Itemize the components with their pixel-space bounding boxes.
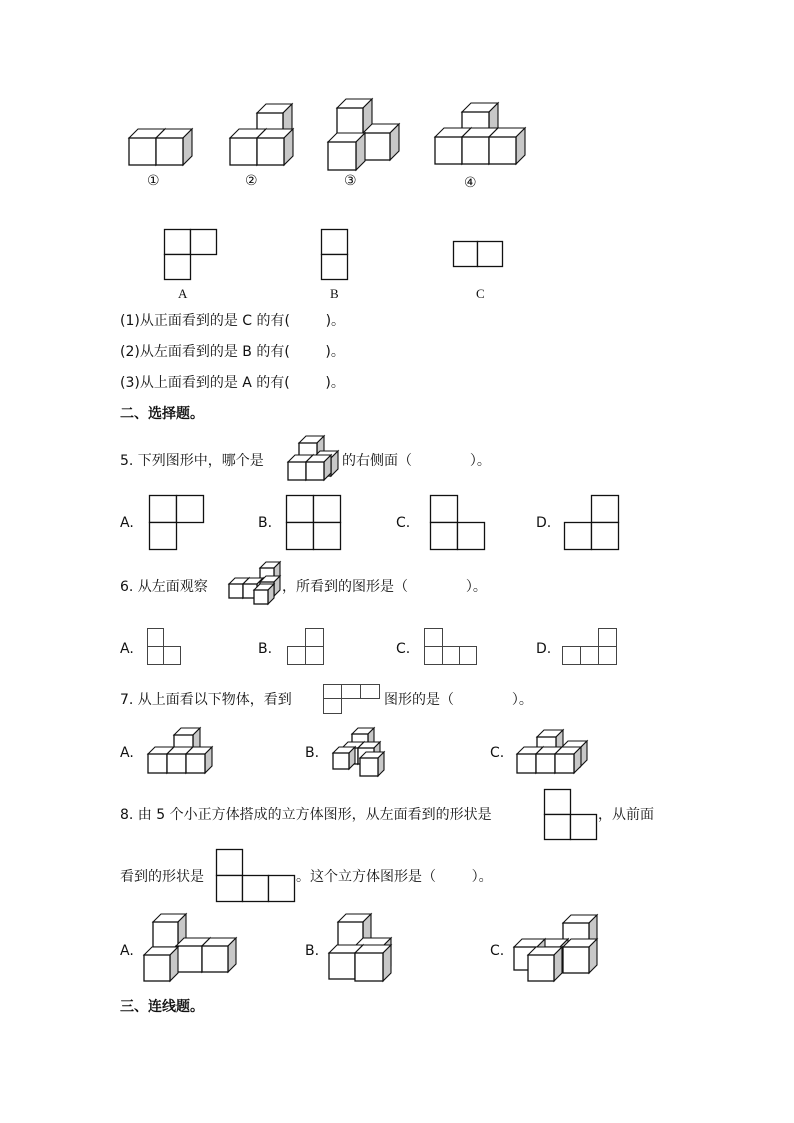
q5-option-A[interactable]: A. (120, 515, 134, 531)
figure-label-2: ② (245, 173, 258, 189)
q4-item-2: (2)从左面看到的是 B 的有( )。 (120, 344, 345, 360)
q7-option-B[interactable]: B. (305, 745, 320, 761)
section-2-title: 二、选择题。 (120, 406, 204, 422)
q8-option-B[interactable]: B. (305, 943, 320, 959)
view-C (453, 241, 505, 268)
q8-front-view-shape (216, 849, 296, 903)
q7-text-after: 图形的是（ ）。 (384, 692, 533, 708)
q5-text-before: 5. 下列图形中，哪个是 (120, 453, 264, 469)
q8-shape-C (514, 915, 597, 981)
view-label-A: A (178, 286, 188, 301)
q6-shape-A (147, 628, 183, 666)
q6-shape-D (562, 628, 620, 668)
section-3-title: 三、连线题。 (120, 999, 204, 1015)
figure-label-3: ③ (344, 173, 357, 189)
q5-shape-C (430, 495, 486, 551)
q7-shape-C (517, 730, 587, 773)
cube-figure-2 (230, 104, 293, 165)
figure-label-1: ① (147, 173, 160, 189)
q6-text-after: ，所看到的图形是（ ）。 (282, 579, 487, 595)
q8-shape-A (144, 914, 236, 981)
q7-top-view-shape (323, 684, 381, 716)
q8-shape-B (329, 914, 391, 981)
q7-text-before: 7. 从上面看以下物体，看到 (120, 692, 292, 708)
q7-option-C[interactable]: C. (490, 745, 505, 761)
q6-text-before: 6. 从左面观察 (120, 579, 208, 595)
q8-option-A[interactable]: A. (120, 943, 134, 959)
q5-shape-D (564, 495, 620, 551)
q8-left-view-shape (544, 789, 598, 841)
q5-option-D[interactable]: D. (536, 515, 552, 531)
q8-line2-after: 。这个立方体图形是（ ）。 (296, 869, 493, 885)
q5-option-B[interactable]: B. (258, 515, 273, 531)
q8-option-C[interactable]: C. (490, 943, 505, 959)
cube-figure-4 (435, 103, 525, 164)
q7-option-A[interactable]: A. (120, 745, 134, 761)
q8-line1-after: ，从前面 (598, 807, 654, 823)
q6-option-C[interactable]: C. (396, 641, 411, 657)
q4-item-1: (1)从正面看到的是 C 的有( )。 (120, 313, 346, 329)
q6-option-D[interactable]: D. (536, 641, 552, 657)
q5-inline-cubes (288, 436, 338, 480)
cube-figure-1 (129, 129, 192, 165)
q6-shape-C (424, 628, 480, 666)
q7-shape-B (333, 728, 384, 776)
view-label-C: C (476, 286, 485, 301)
view-label-B: B (330, 286, 339, 301)
q5-shape-A (149, 495, 205, 551)
q6-inline-cubes (229, 562, 280, 604)
cube-figure-3 (328, 99, 399, 170)
q7-shape-A (148, 728, 212, 773)
q4-item-3: (3)从上面看到的是 A 的有( )。 (120, 375, 345, 391)
q5-shape-B (286, 495, 342, 551)
q6-shape-B (287, 628, 325, 666)
q8-line1-before: 8. 由 5 个小正方体搭成的立方体图形，从左面看到的形状是 (120, 807, 492, 823)
q8-line2-before: 看到的形状是 (120, 869, 204, 885)
q5-text-after: 的右侧面（ ）。 (342, 453, 491, 469)
q6-option-A[interactable]: A. (120, 641, 134, 657)
figure-label-4: ④ (464, 175, 477, 191)
view-A (164, 229, 218, 281)
view-B (321, 229, 349, 281)
q6-option-B[interactable]: B. (258, 641, 273, 657)
q5-option-C[interactable]: C. (396, 515, 411, 531)
